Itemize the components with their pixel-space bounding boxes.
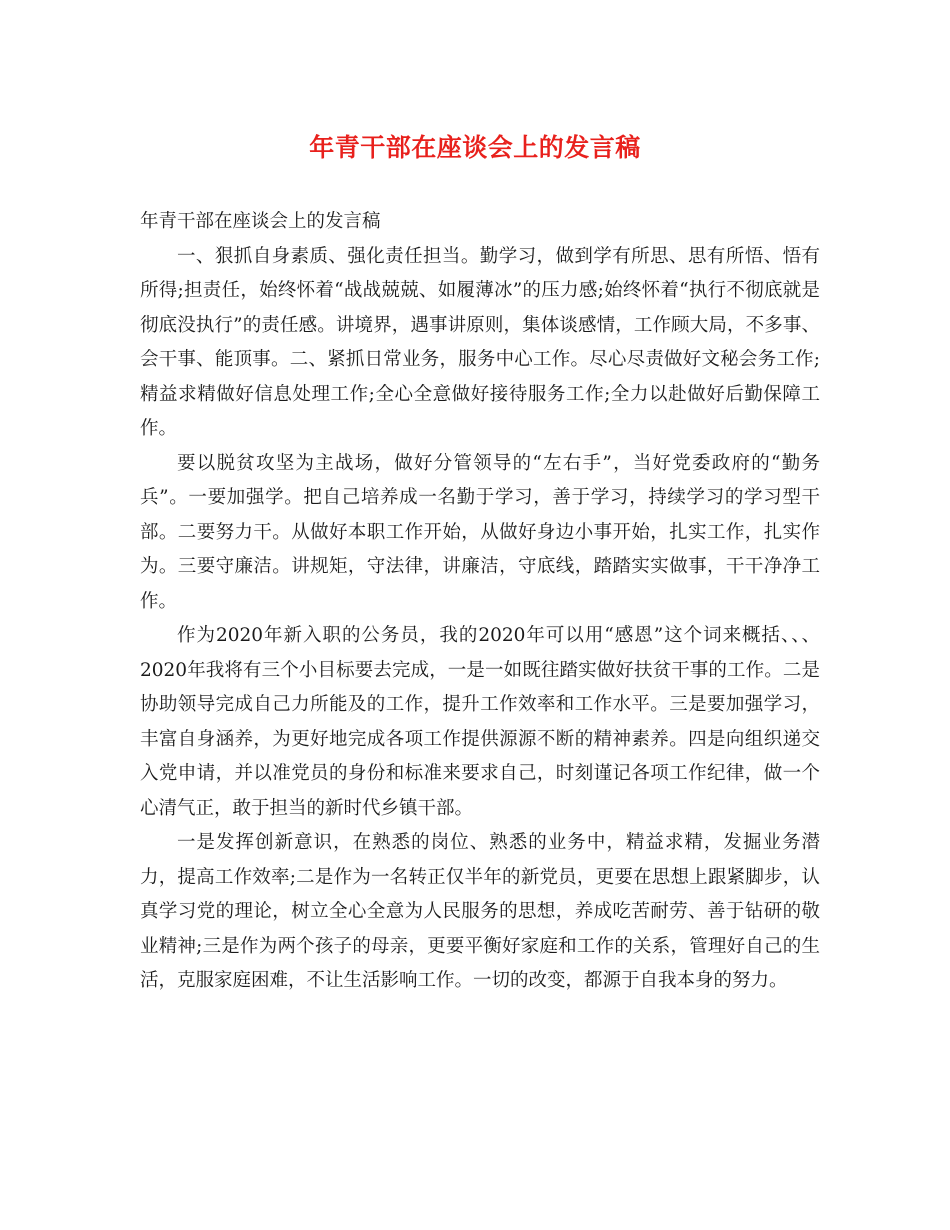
paragraph-2: 要以脱贫攻坚为主战场，做好分管领导的“左右手”，当好党委政府的“勤务兵”。一要加强学。把自己培养成一名勤于学习，善于学习，持续学习的学习型干部。二要努力干。从做好本职工作开始，从做好身边小事开始，扎实工作，扎实作为。三要守廉洁。讲规矩，守法律，讲廉洁，守底线，踏踏实实做事，干干净净工作。	[140, 452, 820, 612]
document-title: 年青干部在座谈会上的发言稿	[309, 133, 641, 162]
paragraph-1: 一、狠抓自身素质、强化责任担当。勤学习，做到学有所思、思有所悟、悟有所得;担责任，始终怀着“战战兢兢、如履薄冰”的压力感;始终怀着“执行不彻底就是彻底没执行”的责任感。讲境界，遇事讲原则，集体谈感情，工作顾大局，不多事、会干事、能顶事。二、紧抓日常业务，服务中心工作。尽心尽责做好文秘会务工作;精益求精做好信息处理工作;全心全意做好接待服务工作;全力以赴做好后勤保障工作。	[140, 245, 820, 439]
paragraph-subtitle: 年青干部在座谈会上的发言稿	[140, 211, 381, 232]
paragraph-4: 一是发挥创新意识，在熟悉的岗位、熟悉的业务中，精益求精，发掘业务潜力，提高工作效率;二是作为一名转正仅半年的新党员，更要在思想上跟紧脚步，认真学习党的理论，树立全心全意为人民服务的思想，养成吃苦耐劳、善于钻研的敬业精神;三是作为两个孩子的母亲，更要平衡好家庭和工作的关系，管理好自己的生活，克服家庭困难，不让生活影响工作。一切的改变，都源于自我本身的努力。	[140, 832, 820, 991]
document-body	[140, 205, 820, 999]
paragraph-3: 作为2020年新入职的公务员，我的2020年可以用“感恩”这个词来概括、、、2020年我将有三个小目标要去完成，一是一如既往踏实做好扶贫干事的工作。二是协助领导完成自己力所能及的工作，提升工作效率和工作水平。三是要加强学习，丰富自身涵养，为更好地完成各项工作提供源源不断的精神素养。四是向组织递交入党申请，并以准党员的身份和标准来要求自己，时刻谨记各项工作纪律，做一个心清气正，敢于担当的新时代乡镇干部。	[140, 625, 820, 819]
